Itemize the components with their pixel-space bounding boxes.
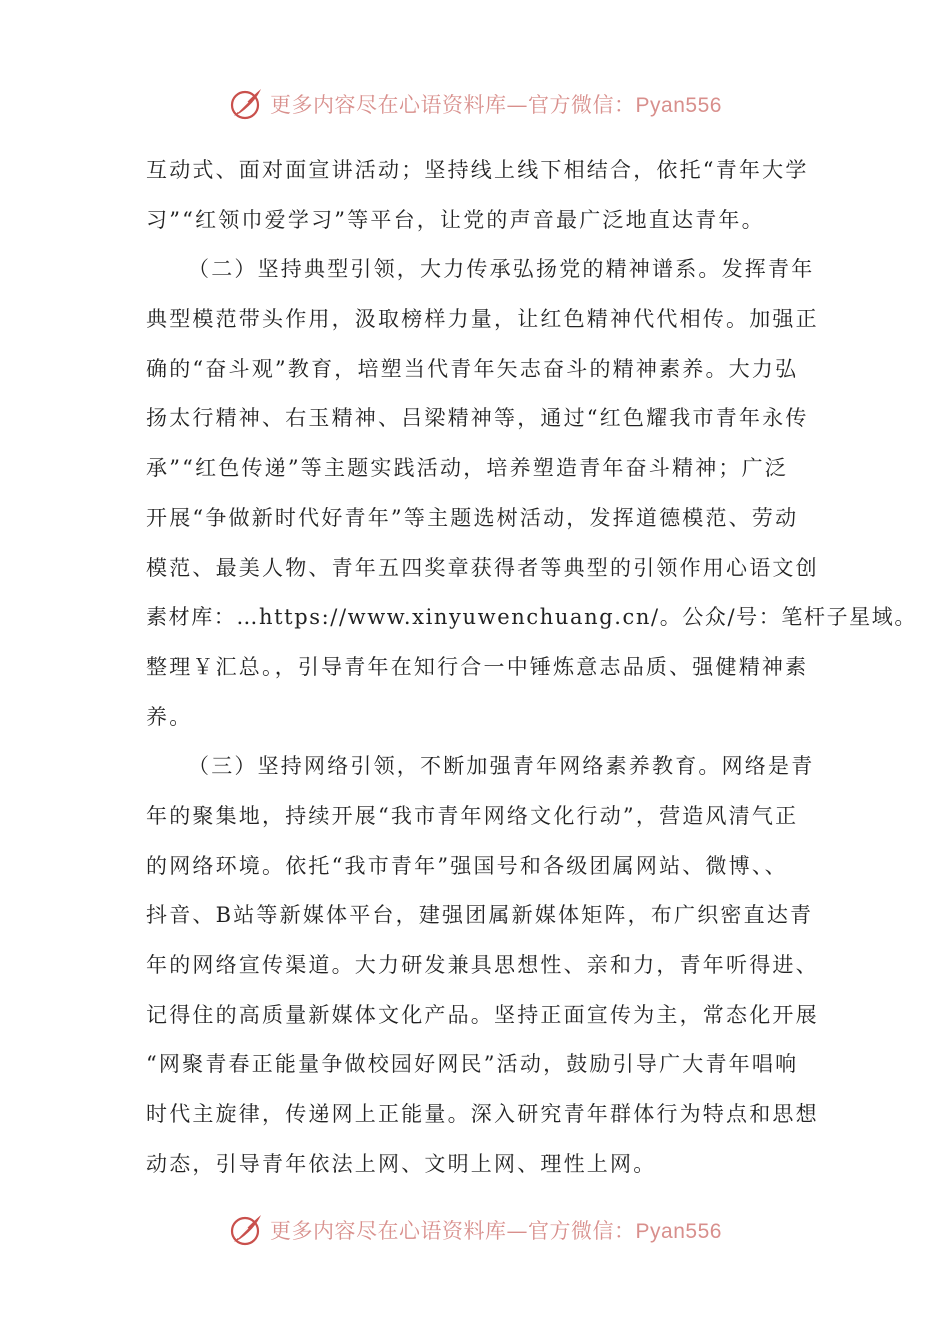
body-line: 抖音、B站等新媒体平台，建强团属新媒体矩阵，布广织密直达青 [146, 903, 814, 928]
body-line: 记得住的高质量新媒体文化产品。坚持正面宣传为主，常态化开展 [146, 1002, 819, 1027]
banner-text [270, 1215, 722, 1245]
body-line: 年的聚集地，持续开展“我市青年网络文化行动”，营造风清气正 [146, 803, 799, 828]
paragraph-heading-3: （三）坚持网络引领，不断加强青年网络素养教育。网络是青 [188, 754, 815, 779]
body-line: 的网络环境。依托“我市青年”强国号和各级团属网站、微博、、 [146, 853, 788, 878]
banner-wechat-id: Pyan556 [635, 1220, 722, 1243]
body-line: 扬太行精神、右玉精神、吕梁精神等，通过“红色耀我市青年永传 [146, 406, 809, 431]
body-line: 习”“红领巾爱学习”等平台，让党的声音最广泛地直达青年。 [146, 207, 765, 232]
paragraph-heading-2: （二）坚持典型引领，大力传承弘扬党的精神谱系。发挥青年 [188, 257, 815, 282]
body-line: 年的网络宣传渠道。大力研发兼具思想性、亲和力，青年听得进、 [146, 953, 819, 977]
body-line: 养。 [146, 704, 193, 729]
footer-banner [0, 1208, 950, 1252]
banner-wechat-id: Pyan556 [635, 94, 722, 117]
banner-slogan: 更多内容尽在心语资料库—官方微信： [270, 1219, 636, 1243]
banner-slogan: 更多内容尽在心语资料库—官方微信： [270, 93, 636, 117]
body-line: 承”“红色传递”等主题实践活动，培养塑造青年奋斗精神；广泛 [146, 456, 789, 481]
document-body [146, 146, 917, 1189]
banner-text [270, 89, 722, 119]
body-line: 确的“奋斗观”教育，培塑当代青年矢志奋斗的精神素养。大力弘 [146, 356, 799, 381]
quill-pen-logo-icon [228, 1212, 264, 1248]
body-line: 互动式、面对面宣讲活动；坚持线上线下相结合，依托“青年大学 [146, 158, 809, 182]
body-line: 模范、最美人物、青年五四奖章获得者等典型的引领作用心语文创 [146, 555, 819, 580]
body-line-url: 素材库：…https://www.xinyuwenchuang.cn/。公众/号：笔杆子星域。 [146, 605, 917, 630]
body-line: 整理￥汇总。，引导青年在知行合一中锤炼意志品质、强健精神素 [146, 654, 809, 679]
body-line: 动态，引导青年依法上网、文明上网、理性上网。 [146, 1151, 657, 1176]
header-banner [0, 82, 950, 126]
body-line: 时代主旋律，传递网上正能量。深入研究青年群体行为特点和思想 [146, 1102, 819, 1127]
body-line: 典型模范带头作用，汲取榜样力量，让红色精神代代相传。加强正 [146, 307, 819, 332]
quill-pen-logo-icon [228, 86, 264, 122]
body-line: 开展“争做新时代好青年”等主题选树活动，发挥道德模范、劳动 [146, 505, 799, 530]
body-line: “网聚青春正能量争做校园好网民”活动，鼓励引导广大青年唱响 [146, 1052, 799, 1077]
